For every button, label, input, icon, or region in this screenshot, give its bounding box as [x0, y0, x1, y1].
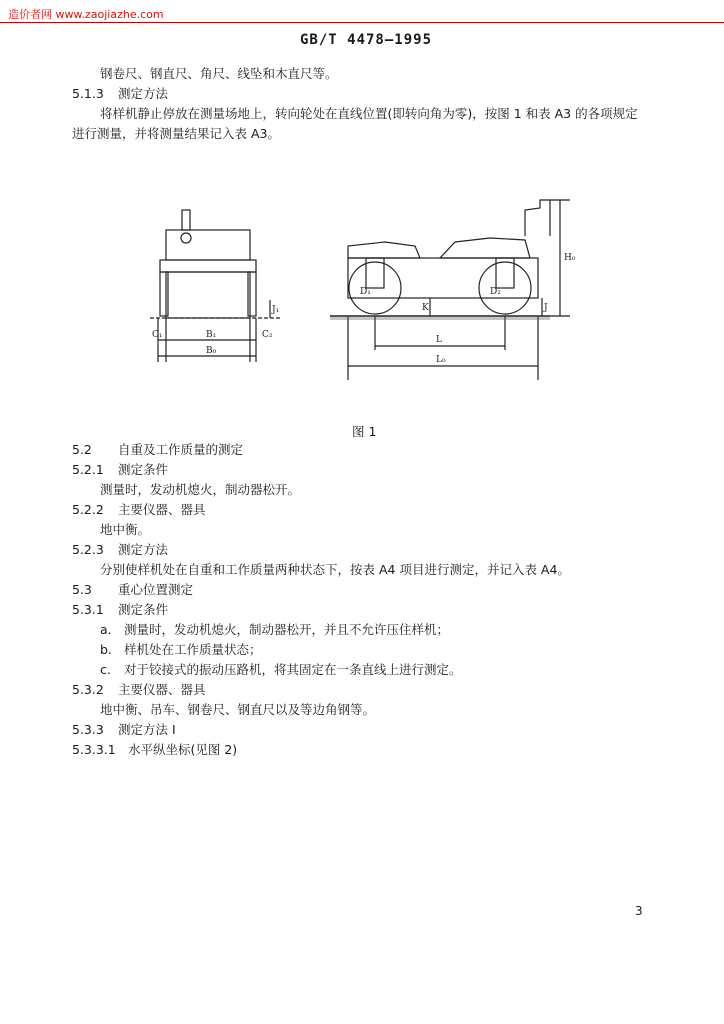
label-d1: D₁	[360, 287, 371, 297]
section-number: 5.2.1	[72, 462, 104, 477]
section-heading: 自重及工作质量的测定	[118, 442, 244, 457]
list-marker: b.	[100, 642, 112, 657]
side-body	[348, 242, 420, 258]
section-heading: 测定方法	[118, 542, 169, 557]
text-line: 分别使样机处在自重和工作质量两种状态下，按表 A4 项目进行测定，并记入表 A4。	[100, 562, 570, 577]
section-number: 5.2	[72, 442, 92, 457]
front-frame	[166, 230, 250, 260]
page-number: 3	[635, 904, 643, 918]
standard-number: GB/T 4478—1995	[300, 32, 433, 48]
label-l: L	[436, 335, 442, 345]
list-marker: a.	[100, 622, 112, 637]
section-heading: 重心位置测定	[118, 582, 194, 597]
label-k: K	[422, 303, 429, 313]
list-item: 样机处在工作质量状态；	[124, 642, 262, 657]
label-l0: L₀	[436, 355, 446, 365]
label-b1: B₁	[206, 330, 217, 340]
section-heading: 测定条件	[118, 602, 169, 617]
label-c2: C₂	[262, 330, 273, 340]
label-b0: B₀	[206, 346, 217, 356]
label-j1: J₁	[272, 305, 280, 315]
label-c1: C₁	[152, 330, 163, 340]
header-rule	[0, 22, 724, 23]
section-number: 5.3.2	[72, 682, 104, 697]
text-line: 钢卷尺、钢直尺、角尺、线坠和木直尺等。	[100, 66, 338, 81]
text-line: 将样机静止停放在测量场地上，转向轮处在直线位置(即转向角为零)，按图 1 和表 A3 的各项规定	[100, 106, 638, 121]
section-number: 5.1.3	[72, 86, 104, 101]
text-line: 测量时，发动机熄火，制动器松开。	[100, 482, 301, 497]
list-item: 测量时，发动机熄火，制动器松开，并且不允许压住样机；	[124, 622, 450, 637]
section-heading: 测定方法 I	[118, 722, 176, 737]
section-heading: 主要仪器、器具	[118, 682, 206, 697]
section-heading: 水平纵坐标(见图 2)	[128, 742, 238, 757]
section-heading: 主要仪器、器具	[118, 502, 206, 517]
section-number: 5.2.3	[72, 542, 104, 557]
label-h0: H₀	[564, 253, 576, 263]
figure-1-drawing	[130, 190, 590, 380]
section-heading: 测定方法	[118, 86, 169, 101]
label-j: J	[544, 303, 548, 313]
list-item: 对于铰接式的振动压路机，将其固定在一条直线上进行测定。	[124, 662, 462, 677]
section-number: 5.2.2	[72, 502, 104, 517]
watermark-text: 造价者网 www.zaojiazhe.com	[8, 8, 164, 21]
figure-caption: 图 1	[352, 424, 377, 439]
section-heading: 测定条件	[118, 462, 169, 477]
text-line: 地中衡、吊车、钢卷尺、钢直尺以及等边角钢等。	[100, 702, 376, 717]
section-number: 5.3.3.1	[72, 742, 116, 757]
text-line: 进行测量，并将测量结果记入表 A3。	[72, 126, 280, 141]
section-number: 5.3	[72, 582, 92, 597]
text-line: 地中衡。	[100, 522, 151, 537]
section-number: 5.3.3	[72, 722, 104, 737]
section-number: 5.3.1	[72, 602, 104, 617]
label-d2: D₂	[490, 287, 501, 297]
list-marker: c.	[100, 662, 111, 677]
